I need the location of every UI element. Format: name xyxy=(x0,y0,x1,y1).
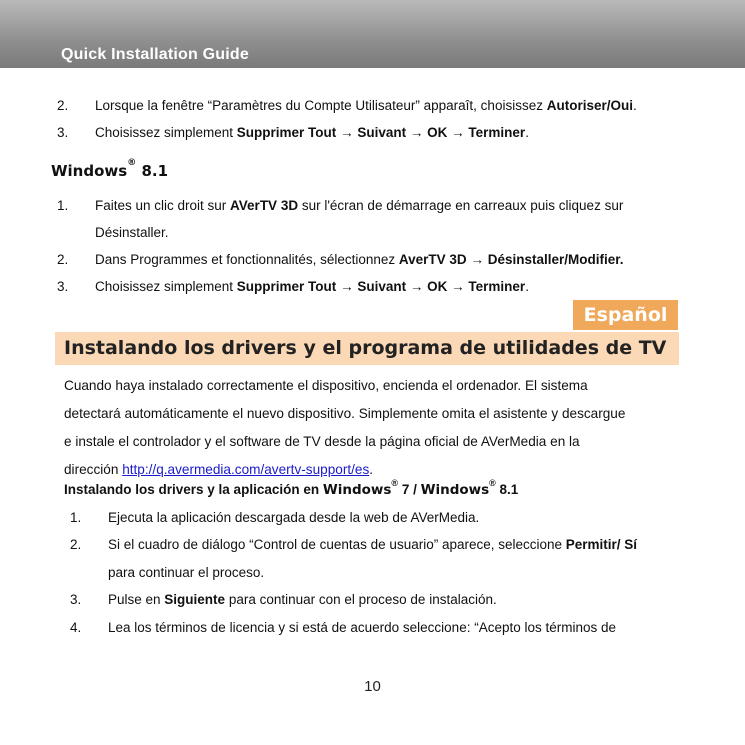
list-text-continuation: para continuar el proceso. xyxy=(108,565,265,580)
arrow-right-icon: → xyxy=(340,125,354,140)
document-header-title: Quick Installation Guide xyxy=(61,46,249,63)
arrow-right-icon: → xyxy=(470,252,484,267)
arrow-right-icon: → xyxy=(451,279,465,294)
list-text: Choisissez simplement Supprimer Tout → Suivant → OK → Terminer. xyxy=(95,125,529,140)
list-number: 2. xyxy=(57,252,69,267)
language-tab: Español xyxy=(573,300,678,330)
list-number: 3. xyxy=(57,279,69,294)
list-number: 3. xyxy=(70,592,82,607)
list-text: Pulse en Siguiente para continuar con el proceso de instalación. xyxy=(108,592,497,607)
list-text-continuation: Désinstaller. xyxy=(95,225,169,240)
list-number: 1. xyxy=(70,510,82,525)
list-text: Lea los términos de licencia y si está de acuerdo seleccione: “Acepto los términos de xyxy=(108,620,617,635)
page-number: 10 xyxy=(364,678,381,695)
list-text: Faites un clic droit sur AVerTV 3D sur l'écran de démarrage en carreaux puis cliquez sur xyxy=(95,198,624,213)
paragraph-line: dirección http://q.avermedia.com/avertv-support/es. xyxy=(64,462,374,477)
list-number: 4. xyxy=(70,620,82,635)
arrow-right-icon: → xyxy=(409,125,424,140)
paragraph-line: detectará automáticamente el nuevo dispositivo. Simplemente omita el asistente y descargue xyxy=(64,406,626,421)
list-text: Si el cuadro de diálogo “Control de cuentas de usuario” aparece, seleccione Permitir/ Sí xyxy=(108,537,638,552)
list-text: Ejecuta la aplicación descargada desde la web de AVerMedia. xyxy=(108,510,480,525)
install-subheading: Instalando los drivers y la aplicación en Windows® 7 / Windows® 8.1 xyxy=(64,478,519,498)
list-number: 3. xyxy=(57,125,69,140)
windows-81-heading: Windows® 8.1 xyxy=(51,158,169,180)
list-text: Choisissez simplement Supprimer Tout → Suivant → OK → Terminer. xyxy=(95,279,529,294)
support-link[interactable]: http://q.avermedia.com/avertv-support/es xyxy=(122,462,370,477)
list-text: Dans Programmes et fonctionnalités, sélectionnez AverTV 3D → Désinstaller/Modifier. xyxy=(95,252,624,267)
arrow-right-icon: → xyxy=(409,279,424,294)
paragraph-line: e instale el controlador y el software de TV desde la página oficial de AVerMedia en la xyxy=(64,434,580,449)
section-title: Instalando los drivers y el programa de utilidades de TV xyxy=(64,337,667,359)
paragraph-line: Cuando haya instalado correctamente el dispositivo, encienda el ordenador. El sistema xyxy=(64,378,588,393)
arrow-right-icon: → xyxy=(451,125,465,140)
list-number: 2. xyxy=(70,537,82,552)
list-number: 1. xyxy=(57,198,69,213)
arrow-right-icon: → xyxy=(340,279,354,294)
list-number: 2. xyxy=(57,98,69,113)
list-text: Lorsque la fenêtre “Paramètres du Compte Utilisateur” apparaît, choisissez Autoriser/Oui. xyxy=(95,98,637,113)
intro-paragraph xyxy=(64,372,684,484)
